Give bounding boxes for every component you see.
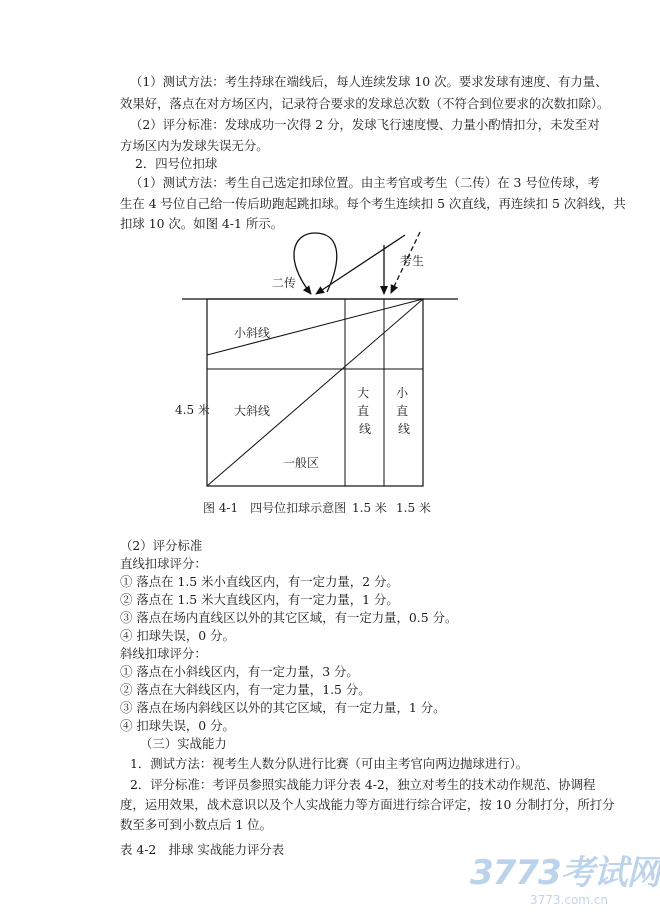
section-heading: 2．四号位扣球 (135, 156, 218, 171)
scoring-item: ③ 落点在场内直线区以外的其它区域，有一定力量，0.5 分。 (120, 610, 458, 625)
scoring-item: ④ 扣球失误，0 分。 (120, 718, 235, 733)
label-small-straight-char: 小 (396, 386, 409, 400)
paragraph-line: 方场区内为发球失误无分。 (120, 138, 269, 153)
label-small-straight (396, 386, 412, 436)
width-label-1: 1.5 米 (352, 501, 387, 515)
label-examinee: 考生 (400, 254, 425, 268)
paragraph-line: 2．评分标准：考评员参照实战能力评分表 4-2，独立对考生的技术动作规范、协调程 (130, 777, 596, 792)
label-big-straight (357, 385, 373, 436)
paragraph-line: 扣球 10 次。如图 4-1 所示。 (120, 216, 283, 231)
label-small-straight-char: 直 (396, 404, 409, 418)
paragraph-line: （2）评分标准：发球成功一次得 2 分，发球飞行速度慢、力量小酌情扣分，未发至对 (130, 117, 600, 132)
scoring-item: ② 落点在 1.5 米大直线区内，有一定力量，1 分。 (120, 592, 399, 607)
paragraph-line: （1）测试方法：考生持球在端线后，每人连续发球 10 次。要求发球有速度、有力量、 (130, 74, 608, 89)
scoring-item: ③ 落点在场内斜线区以外的其它区域，有一定力量，1 分。 (120, 700, 446, 715)
label-depth: 4.5 米 (175, 403, 210, 417)
paragraph-line: 度，运用效果，战术意识以及个人实战能力等方面进行综合评定，按 10 分制打分，所打分 (120, 797, 615, 812)
label-small-diagonal: 小斜线 (234, 326, 271, 340)
pass-arrow (316, 235, 405, 294)
paragraph-line: 效果好，落点在对方场区内，记录符合要求的发球总次数（不符合到位要求的次数扣除）。 (120, 96, 610, 111)
scoring-item: ① 落点在小斜线区内，有一定力量，3 分。 (120, 664, 359, 679)
label-big-straight-char: 直 (357, 404, 370, 418)
watermark-logo: 3773考试网 (470, 853, 660, 893)
section-heading: （三）实战能力 (140, 736, 227, 751)
scoring-item: ④ 扣球失误，0 分。 (120, 628, 235, 643)
scoring-item: ② 落点在大斜线区内，有一定力量，1.5 分。 (120, 682, 371, 697)
label-big-diagonal: 大斜线 (234, 404, 271, 418)
label-big-straight-char: 大 (357, 386, 370, 400)
paragraph-line: 数至多可到小数点后 1 位。 (120, 817, 273, 832)
table-title: 表 4-2 排球 实战能力评分表 (120, 842, 285, 857)
paragraph-line: 生在 4 号位自己给一传后助跑起跳扣球。每个考生连续扣 5 次直线，再连续扣 5 次斜线，共 (120, 196, 626, 211)
label-general-zone: 一般区 (283, 456, 320, 470)
label-small-straight-char: 线 (397, 422, 411, 436)
figure-caption: 图 4-1 四号位扣球示意图 (203, 501, 347, 515)
scoring-item: ① 落点在 1.5 米小直线区内，有一定力量，2 分。 (120, 574, 399, 589)
label-big-straight-char: 线 (358, 422, 372, 436)
label-setter: 二传 (272, 276, 297, 290)
paragraph-line: 1．测试方法：视考生人数分队进行比赛（可由主考官向两边抛球进行）。 (130, 756, 529, 771)
scoring-heading: （2）评分标准 (120, 538, 203, 553)
paragraph-line: （1）测试方法：考生自己选定扣球位置。由主考官或考生（二传）在 3 号位传球，考 (130, 175, 600, 190)
scoring-subheading: 直线扣球评分： (120, 556, 207, 571)
width-label-2: 1.5 米 (396, 501, 431, 515)
watermark-url: 3773.com.cn (530, 893, 608, 907)
scoring-subheading: 斜线扣球评分： (120, 646, 207, 661)
